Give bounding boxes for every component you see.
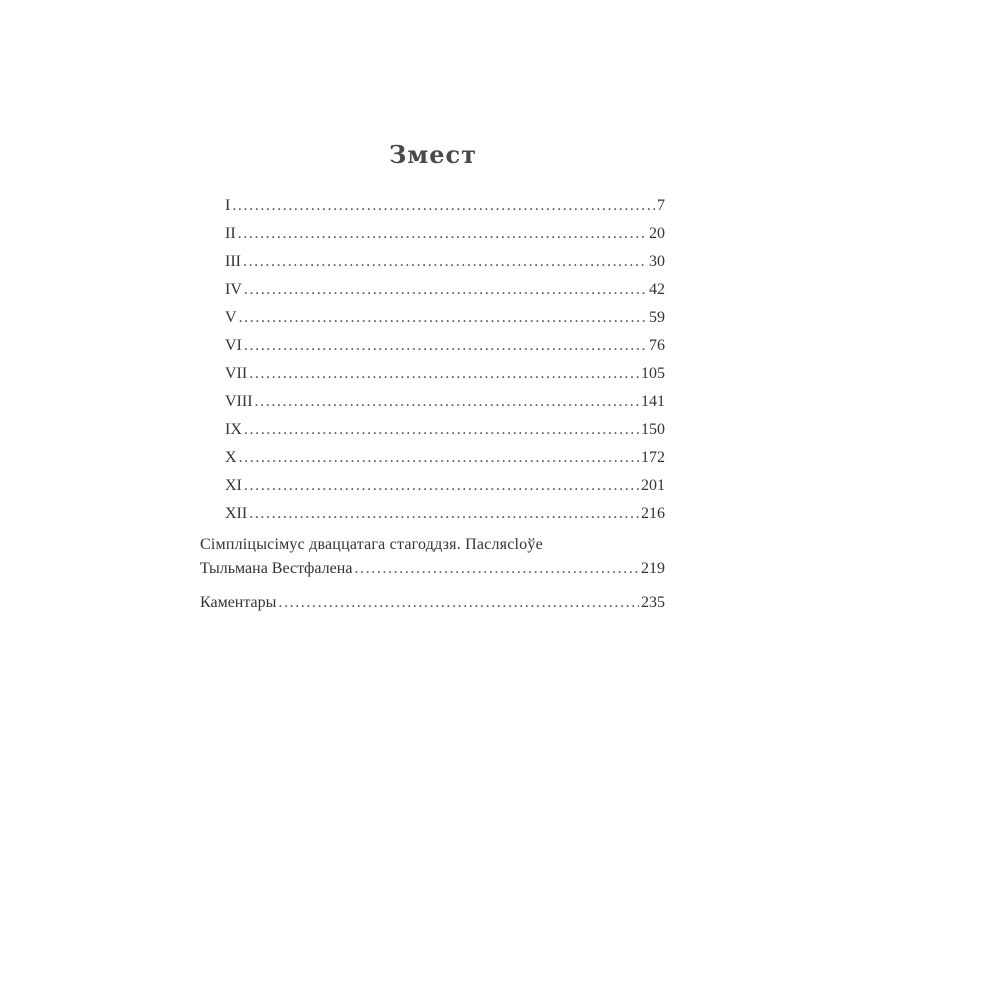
toc-entry-page: 141 bbox=[641, 393, 665, 410]
toc-entry-label: X bbox=[225, 449, 237, 466]
toc-leader-dots bbox=[278, 593, 639, 613]
toc-entry-afterword-title: Сімпліцысімус дваццатага стагоддзя. Паслясloўе bbox=[200, 536, 543, 553]
toc-entry-page: 7 bbox=[657, 197, 665, 214]
toc-leader-dots bbox=[249, 364, 639, 384]
toc-entry-page: 105 bbox=[641, 365, 665, 382]
toc-entry-label: XII bbox=[225, 505, 248, 522]
toc-entry-chapter-11[interactable] bbox=[225, 476, 665, 496]
toc-entry-comments[interactable] bbox=[200, 593, 665, 613]
toc-entry-page: 201 bbox=[641, 477, 665, 494]
toc-entry-chapter-6[interactable] bbox=[225, 336, 665, 356]
toc-entry-page: 150 bbox=[641, 421, 665, 438]
toc-entry-chapter-8[interactable] bbox=[225, 392, 665, 412]
toc-leader-dots bbox=[239, 308, 647, 328]
toc-leader-dots bbox=[249, 504, 639, 524]
toc-entry-page: 216 bbox=[641, 505, 665, 522]
toc-leader-dots bbox=[255, 392, 639, 412]
toc-entry-label: III bbox=[225, 253, 241, 270]
toc-entry-label: VI bbox=[225, 337, 242, 354]
toc-leader-dots bbox=[244, 476, 639, 496]
toc-leader-dots bbox=[232, 196, 655, 216]
toc-entry-label: Каментары bbox=[200, 594, 277, 611]
toc-entry-page: 235 bbox=[641, 594, 665, 611]
toc-entry-page: 219 bbox=[641, 560, 665, 577]
toc-entry-page: 30 bbox=[649, 253, 665, 270]
toc-leader-dots bbox=[244, 420, 639, 440]
toc-entry-label: I bbox=[225, 197, 231, 214]
toc-entry-label: XI bbox=[225, 477, 242, 494]
page-title: Змест bbox=[389, 140, 477, 169]
toc-leader-dots bbox=[354, 559, 639, 579]
toc-entry-afterword[interactable] bbox=[200, 559, 665, 579]
toc-entry-chapter-10[interactable] bbox=[225, 448, 665, 468]
toc-entry-label: II bbox=[225, 225, 236, 242]
toc-entry-page: 42 bbox=[649, 281, 665, 298]
toc-leader-dots bbox=[238, 224, 647, 244]
toc-entry-chapter-2[interactable] bbox=[225, 224, 665, 244]
toc-entry-chapter-4[interactable] bbox=[225, 280, 665, 300]
toc-entry-chapter-12[interactable] bbox=[225, 504, 665, 524]
toc-entry-chapter-1[interactable] bbox=[225, 196, 665, 216]
toc-leader-dots bbox=[244, 280, 647, 300]
toc-entry-chapter-9[interactable] bbox=[225, 420, 665, 440]
toc-leader-dots bbox=[243, 252, 647, 272]
toc-entry-chapter-5[interactable] bbox=[225, 308, 665, 328]
toc-entry-label: VII bbox=[225, 365, 248, 382]
toc-entry-chapter-3[interactable] bbox=[225, 252, 665, 272]
toc-entry-page: 59 bbox=[649, 309, 665, 326]
toc-entry-page: 20 bbox=[649, 225, 665, 242]
toc-entry-label: V bbox=[225, 309, 237, 326]
toc-entry-page: 76 bbox=[649, 337, 665, 354]
toc-entry-label: VIII bbox=[225, 393, 253, 410]
toc-entry-label: IV bbox=[225, 281, 242, 298]
toc-entry-label: IX bbox=[225, 421, 242, 438]
toc-entry-page: 172 bbox=[641, 449, 665, 466]
toc-leader-dots bbox=[244, 336, 647, 356]
toc-entry-chapter-7[interactable] bbox=[225, 364, 665, 384]
toc-entry-label: Тыльмана Вестфалена bbox=[200, 560, 353, 577]
toc-leader-dots bbox=[239, 448, 639, 468]
